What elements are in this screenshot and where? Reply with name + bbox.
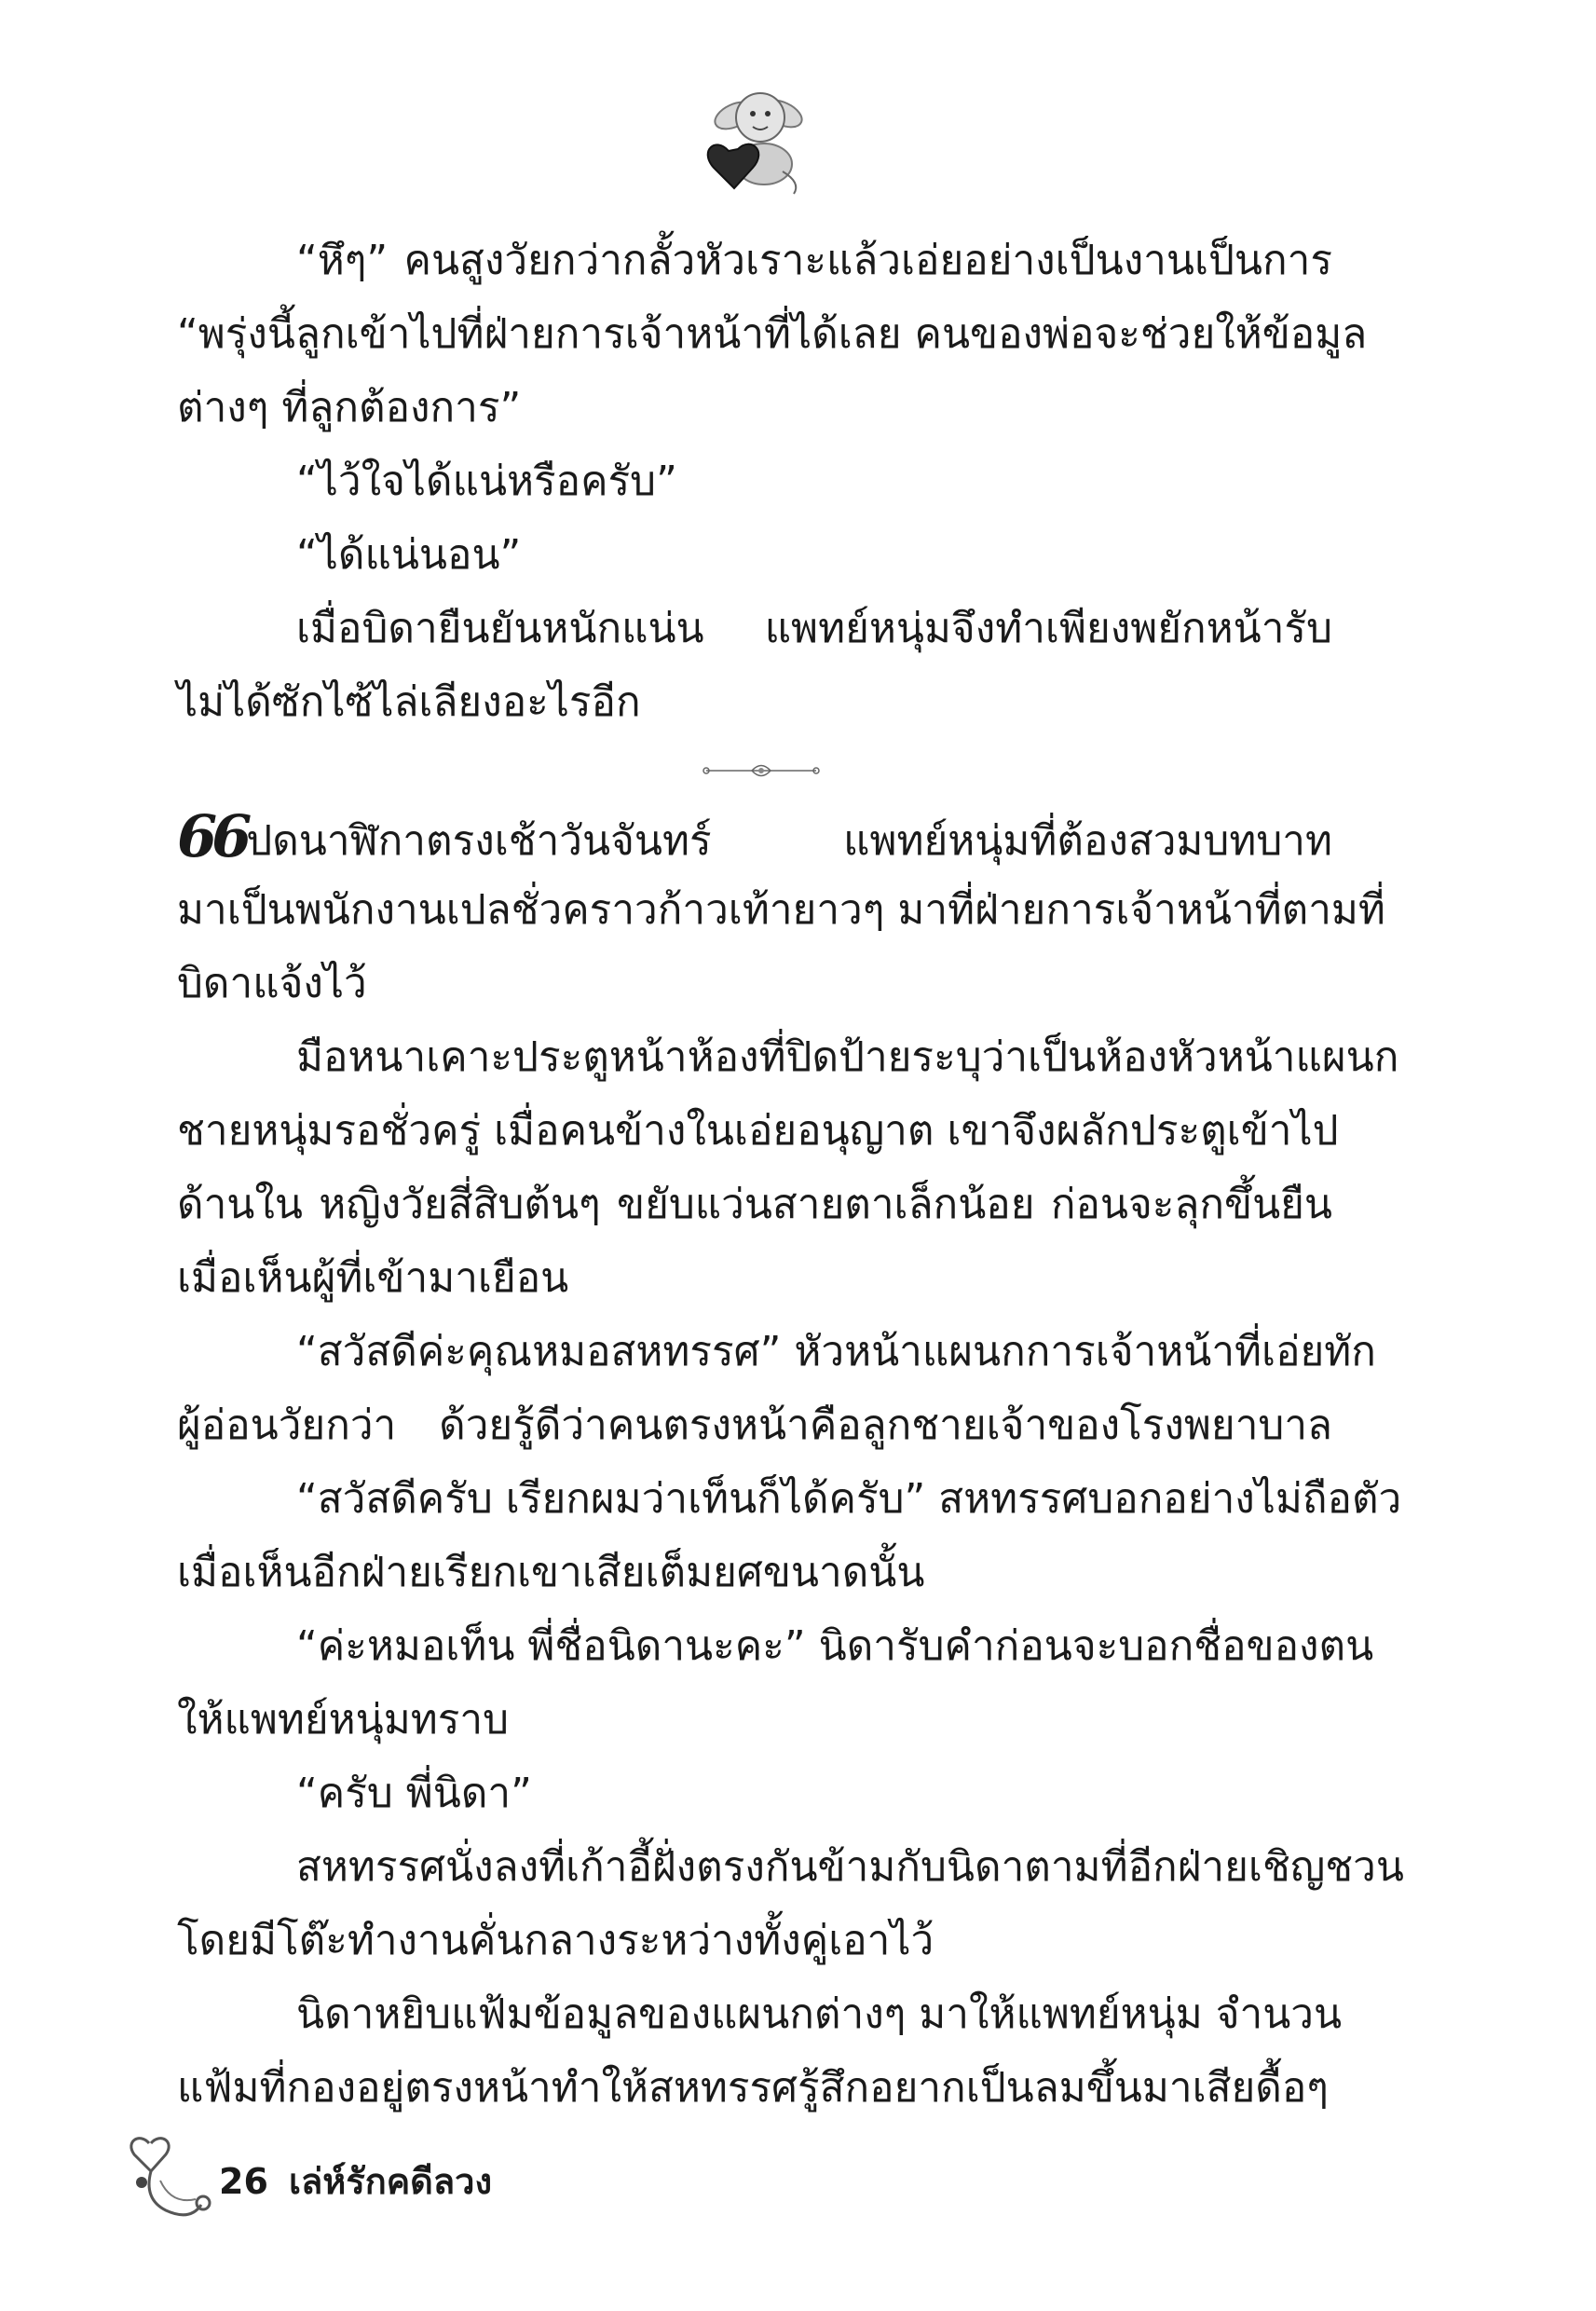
dialogue-line: “ได้แน่นอน” xyxy=(296,531,522,579)
paragraph-line: ให้แพทย์หนุ่มทราบ xyxy=(177,1696,509,1744)
paragraph-line: โดยมีโต๊ะทำงานคั่นกลางระหว่างทั้งคู่เอาไว้ xyxy=(177,1917,934,1964)
paragraph-line: “พรุ่งนี้ลูกเข้าไปที่ฝ่ายการเจ้าหน้าที่ได้เลย คนของพ่อจะช่วยให้ข้อมูล xyxy=(177,310,1368,358)
paragraph-line: ด้านใน หญิงวัยสี่สิบต้นๆ ขยับแว่นสายตาเล็กน้อย ก่อนจะลุกขึ้นยืน xyxy=(177,1181,1332,1228)
section-first-line-text: ปดนาฬิกาตรงเช้าวันจันทร์ แพทย์หนุ่มที่ต้องสวมบทบาท xyxy=(246,817,1332,865)
drop-cap: 66 xyxy=(177,802,247,870)
paragraph-line: เมื่อเห็นอีกฝ่ายเรียกเขาเสียเต็มยศขนาดนั้น xyxy=(177,1549,925,1596)
paragraph-line: “หึๆ” คนสูงวัยกว่ากลั้วหัวเราะแล้วเอ่ยอย่างเป็นงานเป็นการ xyxy=(296,237,1332,284)
section-first-line xyxy=(177,802,1332,870)
paragraph-line: สหทรรศนั่งลงที่เก้าอี้ฝั่งตรงกันข้ามกับนิดาตามที่อีกฝ่ายเชิญชวน xyxy=(296,1843,1404,1891)
paragraph-line: มาเป็นพนักงานเปลชั่วคราวก้าวเท้ายาวๆ มาที่ฝ่ายการเจ้าหน้าที่ตามที่ xyxy=(177,886,1385,934)
paragraph-line: นิดาหยิบแฟ้มข้อมูลของแผนกต่างๆ มาให้แพทย์หนุ่ม จำนวน xyxy=(296,1990,1343,2038)
dialogue-line: “ไว้ใจได้แน่หรือครับ” xyxy=(296,458,677,505)
cupid-heart-icon xyxy=(697,78,818,199)
paragraph-line: บิดาแจ้งไว้ xyxy=(177,960,367,1007)
page-number: 26 xyxy=(219,2161,268,2202)
ornamental-divider-icon xyxy=(701,757,822,785)
dialogue-line: “ครับ พี่นิดา” xyxy=(296,1770,532,1817)
stethoscope-heart-icon xyxy=(123,2125,216,2227)
paragraph-line: เมื่อเห็นผู้ที่เข้ามาเยือน xyxy=(177,1254,569,1302)
book-title: เล่ห์รักคดีลวง xyxy=(289,2161,493,2202)
dialogue-line: “สวัสดีครับ เรียกผมว่าเท็นก็ได้ครับ” สหทรรศบอกอย่างไม่ถือตัว xyxy=(296,1475,1402,1523)
dialogue-line: “สวัสดีค่ะคุณหมอสหทรรศ” หัวหน้าแผนกการเจ้าหน้าที่เอ่ยทัก xyxy=(296,1328,1376,1375)
paragraph-line: เมื่อบิดายืนยันหนักแน่น แพทย์หนุ่มจึงทำเพียงพยักหน้ารับ xyxy=(296,605,1332,652)
paragraph-line: แฟ้มที่กองอยู่ตรงหน้าทำให้สหทรรศรู้สึกอยากเป็นลมขึ้นมาเสียดื้อๆ xyxy=(177,2064,1329,2112)
paragraph-line: มือหนาเคาะประตูหน้าห้องที่ปิดป้ายระบุว่าเป็นห้องหัวหน้าแผนก xyxy=(296,1033,1399,1081)
paragraph-line: ไม่ได้ซักไซ้ไล่เลียงอะไรอีก xyxy=(177,678,641,726)
dialogue-line: “ค่ะหมอเท็น พี่ชื่อนิดานะคะ” นิดารับคำก่อนจะบอกชื่อของตน xyxy=(296,1622,1374,1670)
paragraph-line: ต่างๆ ที่ลูกต้องการ” xyxy=(177,384,522,431)
paragraph-line: ชายหนุ่มรอชั่วครู่ เมื่อคนข้างในเอ่ยอนุญาต เขาจึงผลักประตูเข้าไป xyxy=(177,1107,1339,1155)
paragraph-line: ผู้อ่อนวัยกว่า ด้วยรู้ดีว่าคนตรงหน้าคือลูกชายเจ้าของโรงพยาบาล xyxy=(177,1402,1332,1449)
